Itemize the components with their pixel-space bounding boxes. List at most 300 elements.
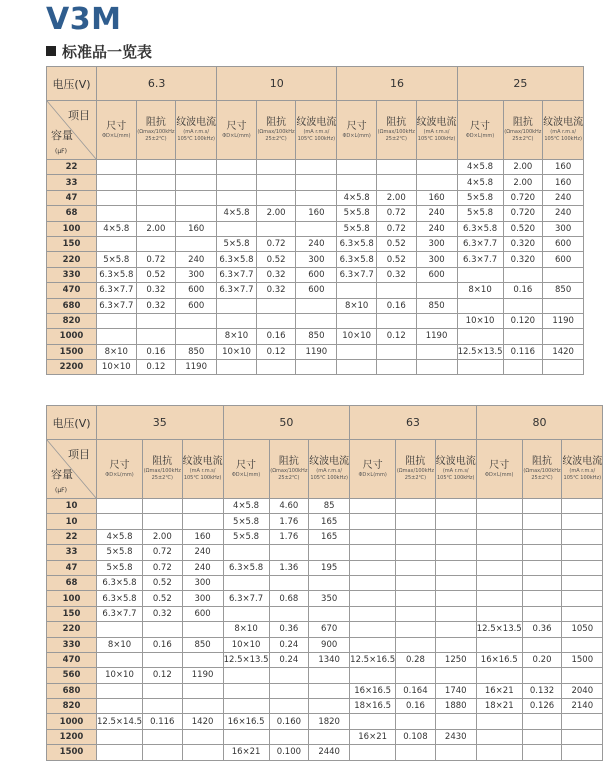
impedance-label: 阻抗 — [532, 456, 553, 467]
impedance-cell — [522, 560, 562, 575]
ripple-cell — [296, 175, 337, 190]
table-row — [47, 560, 603, 575]
table-row — [47, 622, 603, 637]
size-label: 尺寸 — [489, 459, 510, 471]
impedance-cell — [396, 745, 436, 760]
table-row — [47, 729, 603, 744]
impedance-cell — [503, 298, 543, 313]
size-cell: 12.5×14.5 — [97, 714, 143, 729]
section-heading — [46, 41, 152, 62]
impedance-cell — [522, 606, 562, 621]
voltage-header-row — [47, 406, 603, 440]
capacity-label: 容量 — [51, 468, 73, 481]
ripple-cell: 240 — [182, 545, 223, 560]
size-header — [476, 440, 522, 499]
spec-table-low-voltage — [46, 66, 584, 375]
size-cell: 6.3×5.8 — [97, 591, 143, 606]
capacity-cell: 1000 — [47, 329, 97, 344]
impedance-cell: 0.16 — [376, 298, 416, 313]
size-cell: 8×10 — [337, 298, 377, 313]
impedance-cell — [142, 514, 182, 529]
size-cell — [97, 190, 137, 205]
ripple-cell: 160 — [176, 221, 217, 236]
size-cell: 16×21 — [476, 683, 522, 698]
capacity-cell: 820 — [47, 313, 97, 328]
ripple-cell: 240 — [416, 206, 457, 221]
impedance-cell — [396, 560, 436, 575]
ripple-cell — [309, 575, 350, 590]
size-cell: 18×21 — [476, 699, 522, 714]
impedance-sub1: (Ωmax/100kHz — [396, 468, 435, 474]
impedance-sub1: (Ωmax/100kHz — [270, 468, 308, 474]
impedance-cell — [269, 606, 309, 621]
impedance-cell — [522, 668, 562, 683]
size-label: 尺寸 — [236, 459, 257, 471]
impedance-label: 阻抗 — [405, 456, 426, 467]
impedance-header — [256, 101, 296, 160]
impedance-cell — [396, 668, 436, 683]
size-cell — [97, 683, 143, 698]
impedance-cell — [522, 499, 562, 514]
ripple-header — [543, 101, 584, 160]
ripple-cell: 240 — [296, 236, 337, 251]
size-cell — [350, 591, 396, 606]
impedance-cell — [396, 714, 436, 729]
ripple-sub1: (mA r.m.s/ — [569, 468, 596, 474]
impedance-cell: 2.00 — [376, 190, 416, 205]
ripple-label: 纹波电流 — [416, 117, 457, 128]
ripple-cell — [296, 313, 337, 328]
impedance-cell: 2.00 — [256, 206, 296, 221]
size-cell — [476, 745, 522, 760]
impedance-cell — [142, 652, 182, 667]
size-cell: 6.3×7.7 — [217, 283, 257, 298]
capacity-cell: 1000 — [47, 714, 97, 729]
size-header — [350, 440, 396, 499]
size-cell — [350, 545, 396, 560]
capacity-cell: 1500 — [47, 344, 97, 359]
ripple-cell: 600 — [543, 236, 584, 251]
impedance-cell: 0.72 — [142, 560, 182, 575]
item-capacity-corner — [47, 440, 97, 499]
ripple-cell: 240 — [182, 560, 223, 575]
ripple-cell — [562, 499, 603, 514]
impedance-cell — [503, 329, 543, 344]
size-header — [223, 440, 269, 499]
size-cell — [476, 729, 522, 744]
spec-table-high-voltage — [46, 405, 603, 761]
size-cell: 6.3×5.8 — [337, 252, 377, 267]
size-cell: 4×5.8 — [457, 160, 503, 175]
impedance-sub2: 25±2℃) — [512, 136, 534, 142]
impedance-cell — [269, 683, 309, 698]
size-cell: 6.3×7.7 — [97, 298, 137, 313]
size-cell: 4×5.8 — [217, 206, 257, 221]
size-cell — [350, 606, 396, 621]
size-header — [337, 101, 377, 160]
table-row — [47, 652, 603, 667]
size-cell — [476, 545, 522, 560]
item-label: 项目 — [68, 109, 90, 122]
impedance-cell: 0.52 — [256, 252, 296, 267]
ripple-cell: 300 — [296, 252, 337, 267]
capacity-cell: 68 — [47, 206, 97, 221]
table-row — [47, 668, 603, 683]
size-header — [457, 101, 503, 160]
impedance-cell: 2.00 — [503, 160, 543, 175]
size-sub: ΦD×L(mm) — [231, 471, 261, 478]
ripple-cell — [435, 529, 476, 544]
size-cell — [350, 745, 396, 760]
size-cell — [97, 745, 143, 760]
impedance-cell — [522, 529, 562, 544]
impedance-cell — [376, 160, 416, 175]
impedance-label: 阻抗 — [512, 117, 533, 128]
impedance-cell — [522, 637, 562, 652]
impedance-cell — [396, 529, 436, 544]
ripple-cell: 300 — [416, 236, 457, 251]
table-row — [47, 283, 584, 298]
impedance-cell: 0.160 — [269, 714, 309, 729]
capacity-cell: 1500 — [47, 745, 97, 760]
table-row — [47, 637, 603, 652]
impedance-cell — [256, 360, 296, 375]
capacity-cell: 1200 — [47, 729, 97, 744]
impedance-cell: 0.52 — [376, 252, 416, 267]
ripple-header — [176, 101, 217, 160]
table-row — [47, 683, 603, 698]
impedance-sub2: 25±2℃) — [385, 136, 407, 142]
ripple-cell: 300 — [416, 252, 457, 267]
impedance-cell: 0.720 — [503, 206, 543, 221]
size-cell: 6.3×5.8 — [223, 560, 269, 575]
size-cell — [97, 329, 137, 344]
size-cell: 10×10 — [223, 637, 269, 652]
impedance-cell — [522, 745, 562, 760]
table-row — [47, 236, 584, 251]
ripple-cell: 2430 — [435, 729, 476, 744]
impedance-cell: 0.72 — [142, 545, 182, 560]
size-cell: 6.3×7.7 — [457, 236, 503, 251]
ripple-cell — [416, 283, 457, 298]
ripple-label: 纹波电流 — [176, 117, 217, 128]
ripple-cell: 240 — [176, 252, 217, 267]
ripple-cell: 900 — [309, 637, 350, 652]
impedance-cell: 0.32 — [136, 283, 176, 298]
capacity-cell: 220 — [47, 252, 97, 267]
impedance-cell: 0.320 — [503, 236, 543, 251]
table-row — [47, 514, 603, 529]
impedance-cell — [136, 329, 176, 344]
ripple-cell — [562, 545, 603, 560]
impedance-cell: 0.132 — [522, 683, 562, 698]
ripple-sub1: (mA r.m.s/ — [183, 129, 210, 135]
impedance-header — [503, 101, 543, 160]
capacity-cell: 22 — [47, 160, 97, 175]
size-cell — [476, 560, 522, 575]
impedance-cell — [256, 160, 296, 175]
impedance-cell: 0.28 — [396, 652, 436, 667]
ripple-cell: 300 — [176, 267, 217, 282]
impedance-cell: 1.36 — [269, 560, 309, 575]
ripple-cell: 350 — [309, 591, 350, 606]
size-cell — [223, 699, 269, 714]
impedance-cell — [522, 729, 562, 744]
size-cell — [97, 313, 137, 328]
capacity-cell: 470 — [47, 652, 97, 667]
impedance-cell: 0.100 — [269, 745, 309, 760]
table-row — [47, 206, 584, 221]
ripple-cell — [182, 514, 223, 529]
ripple-sub2: 105℃ 100kHz) — [563, 475, 602, 481]
size-header — [217, 101, 257, 160]
ripple-cell — [176, 160, 217, 175]
ripple-cell — [562, 591, 603, 606]
capacity-cell: 100 — [47, 591, 97, 606]
impedance-cell — [256, 190, 296, 205]
size-cell — [97, 499, 143, 514]
impedance-cell — [522, 714, 562, 729]
size-cell — [217, 175, 257, 190]
ripple-cell — [296, 160, 337, 175]
size-sub: ΦD×L(mm) — [342, 132, 371, 139]
size-label: 尺寸 — [362, 459, 383, 471]
capacity-cell: 680 — [47, 683, 97, 698]
ripple-sub1: (mA r.m.s/ — [423, 129, 450, 135]
impedance-cell: 0.72 — [136, 252, 176, 267]
impedance-cell — [376, 175, 416, 190]
ripple-cell: 1880 — [435, 699, 476, 714]
size-cell — [217, 190, 257, 205]
ripple-cell — [435, 745, 476, 760]
size-cell: 10×10 — [97, 668, 143, 683]
ripple-cell — [309, 606, 350, 621]
ripple-cell — [435, 622, 476, 637]
impedance-sub1: (Ωmax/100kHz — [377, 129, 415, 135]
impedance-cell: 0.52 — [142, 575, 182, 590]
size-cell — [476, 529, 522, 544]
size-cell — [223, 729, 269, 744]
size-cell: 6.3×5.8 — [457, 221, 503, 236]
size-label: 尺寸 — [226, 120, 247, 132]
size-cell: 4×5.8 — [337, 190, 377, 205]
impedance-cell — [376, 313, 416, 328]
ripple-cell: 165 — [309, 529, 350, 544]
size-cell: 5×5.8 — [337, 221, 377, 236]
impedance-cell: 0.52 — [142, 591, 182, 606]
impedance-cell: 0.116 — [503, 344, 543, 359]
ripple-label: 纹波电流 — [562, 456, 603, 467]
impedance-cell: 0.36 — [269, 622, 309, 637]
ripple-cell — [176, 190, 217, 205]
ripple-label: 纹波电流 — [543, 117, 584, 128]
size-cell: 5×5.8 — [97, 545, 143, 560]
impedance-sub1: (Ωmax/100kHz — [504, 129, 542, 135]
size-cell — [457, 298, 503, 313]
size-cell — [476, 575, 522, 590]
capacity-cell: 2200 — [47, 360, 97, 375]
ripple-cell — [416, 344, 457, 359]
size-cell: 6.3×5.8 — [97, 575, 143, 590]
ripple-cell — [176, 313, 217, 328]
impedance-cell: 0.120 — [503, 313, 543, 328]
size-cell — [350, 499, 396, 514]
ripple-cell: 300 — [543, 221, 584, 236]
ripple-header — [435, 440, 476, 499]
size-cell — [350, 668, 396, 683]
impedance-sub2: 25±2℃) — [278, 475, 300, 481]
impedance-cell: 0.24 — [269, 637, 309, 652]
size-cell — [476, 591, 522, 606]
size-cell — [97, 622, 143, 637]
ripple-cell: 1250 — [435, 652, 476, 667]
impedance-cell — [376, 360, 416, 375]
table-row — [47, 298, 584, 313]
ripple-cell — [182, 622, 223, 637]
impedance-cell — [136, 313, 176, 328]
ripple-sub1: (mA r.m.s/ — [189, 468, 216, 474]
ripple-cell: 1190 — [182, 668, 223, 683]
capacity-cell: 22 — [47, 529, 97, 544]
table-row — [47, 267, 584, 282]
capacity-cell: 330 — [47, 267, 97, 282]
ripple-cell — [182, 729, 223, 744]
impedance-cell — [269, 699, 309, 714]
size-cell: 6.3×5.8 — [337, 236, 377, 251]
impedance-cell: 0.320 — [503, 252, 543, 267]
size-sub: ΦD×L(mm) — [465, 132, 495, 139]
impedance-cell: 0.72 — [376, 221, 416, 236]
impedance-cell: 0.16 — [396, 699, 436, 714]
impedance-label: 阻抗 — [145, 117, 166, 128]
size-cell: 8×10 — [217, 329, 257, 344]
square-bullet-icon — [46, 46, 56, 56]
size-cell — [217, 313, 257, 328]
size-cell: 10×10 — [337, 329, 377, 344]
impedance-cell: 0.72 — [376, 206, 416, 221]
ripple-cell: 600 — [416, 267, 457, 282]
ripple-cell: 600 — [296, 267, 337, 282]
ripple-cell — [562, 560, 603, 575]
size-cell — [217, 160, 257, 175]
size-cell: 16×16.5 — [476, 652, 522, 667]
ripple-sub2: 105℃ 100kHz) — [183, 475, 222, 481]
capacity-cell: 560 — [47, 668, 97, 683]
table-row — [47, 329, 584, 344]
ripple-cell — [182, 652, 223, 667]
impedance-cell — [396, 637, 436, 652]
impedance-cell: 0.12 — [256, 344, 296, 359]
ripple-cell — [435, 514, 476, 529]
impedance-header — [142, 440, 182, 499]
size-cell — [476, 668, 522, 683]
capacity-cell: 10 — [47, 499, 97, 514]
ripple-cell: 600 — [176, 283, 217, 298]
ripple-cell — [309, 545, 350, 560]
size-cell — [350, 560, 396, 575]
impedance-cell: 0.32 — [376, 267, 416, 282]
ripple-sub2: 105℃ 100kHz) — [310, 475, 348, 481]
ripple-cell — [435, 560, 476, 575]
size-cell — [97, 514, 143, 529]
capacity-cell: 47 — [47, 560, 97, 575]
ripple-sub2: 105℃ 100kHz) — [436, 475, 475, 481]
ripple-cell — [562, 529, 603, 544]
capacity-cell: 33 — [47, 175, 97, 190]
impedance-cell — [256, 298, 296, 313]
ripple-cell: 1820 — [309, 714, 350, 729]
size-cell — [337, 160, 377, 175]
capacity-cell: 33 — [47, 545, 97, 560]
ripple-cell — [416, 313, 457, 328]
impedance-cell — [522, 591, 562, 606]
size-cell — [217, 360, 257, 375]
ripple-cell: 2140 — [562, 699, 603, 714]
ripple-cell: 160 — [296, 206, 337, 221]
impedance-label: 阻抗 — [386, 117, 407, 128]
item-label: 项目 — [68, 448, 90, 461]
impedance-label: 阻抗 — [266, 117, 287, 128]
impedance-cell: 4.60 — [269, 499, 309, 514]
ripple-cell — [296, 221, 337, 236]
size-header — [97, 440, 143, 499]
size-cell — [337, 344, 377, 359]
ripple-cell — [435, 591, 476, 606]
size-label: 尺寸 — [470, 120, 491, 132]
ripple-cell: 1190 — [176, 360, 217, 375]
impedance-cell: 0.52 — [136, 267, 176, 282]
impedance-cell — [142, 683, 182, 698]
impedance-cell — [142, 745, 182, 760]
ripple-cell — [416, 360, 457, 375]
size-header — [97, 101, 137, 160]
size-cell — [223, 668, 269, 683]
impedance-cell — [136, 160, 176, 175]
table-row — [47, 360, 584, 375]
size-cell: 12.5×13.5 — [476, 622, 522, 637]
ripple-cell — [309, 699, 350, 714]
size-cell — [350, 714, 396, 729]
ripple-cell — [435, 668, 476, 683]
ripple-cell — [435, 575, 476, 590]
ripple-cell — [562, 606, 603, 621]
size-sub: ΦD×L(mm) — [358, 471, 387, 478]
ripple-cell: 600 — [543, 252, 584, 267]
size-cell — [97, 652, 143, 667]
ripple-header — [296, 101, 337, 160]
impedance-cell — [136, 236, 176, 251]
impedance-header — [269, 440, 309, 499]
table-row — [47, 699, 603, 714]
size-cell — [337, 175, 377, 190]
ripple-header — [182, 440, 223, 499]
capacity-cell: 100 — [47, 221, 97, 236]
impedance-cell — [142, 729, 182, 744]
size-cell: 5×5.8 — [457, 190, 503, 205]
table-row — [47, 221, 584, 236]
ripple-cell — [176, 329, 217, 344]
size-cell: 5×5.8 — [97, 560, 143, 575]
table-row — [47, 575, 603, 590]
voltage-label: 电压(V) — [47, 67, 97, 101]
impedance-cell: 0.520 — [503, 221, 543, 236]
ripple-sub1: (mA r.m.s/ — [550, 129, 577, 135]
impedance-cell — [396, 622, 436, 637]
ripple-cell: 300 — [182, 575, 223, 590]
ripple-cell: 2040 — [562, 683, 603, 698]
ripple-sub2: 105℃ 100kHz) — [544, 136, 582, 142]
ripple-cell — [562, 668, 603, 683]
